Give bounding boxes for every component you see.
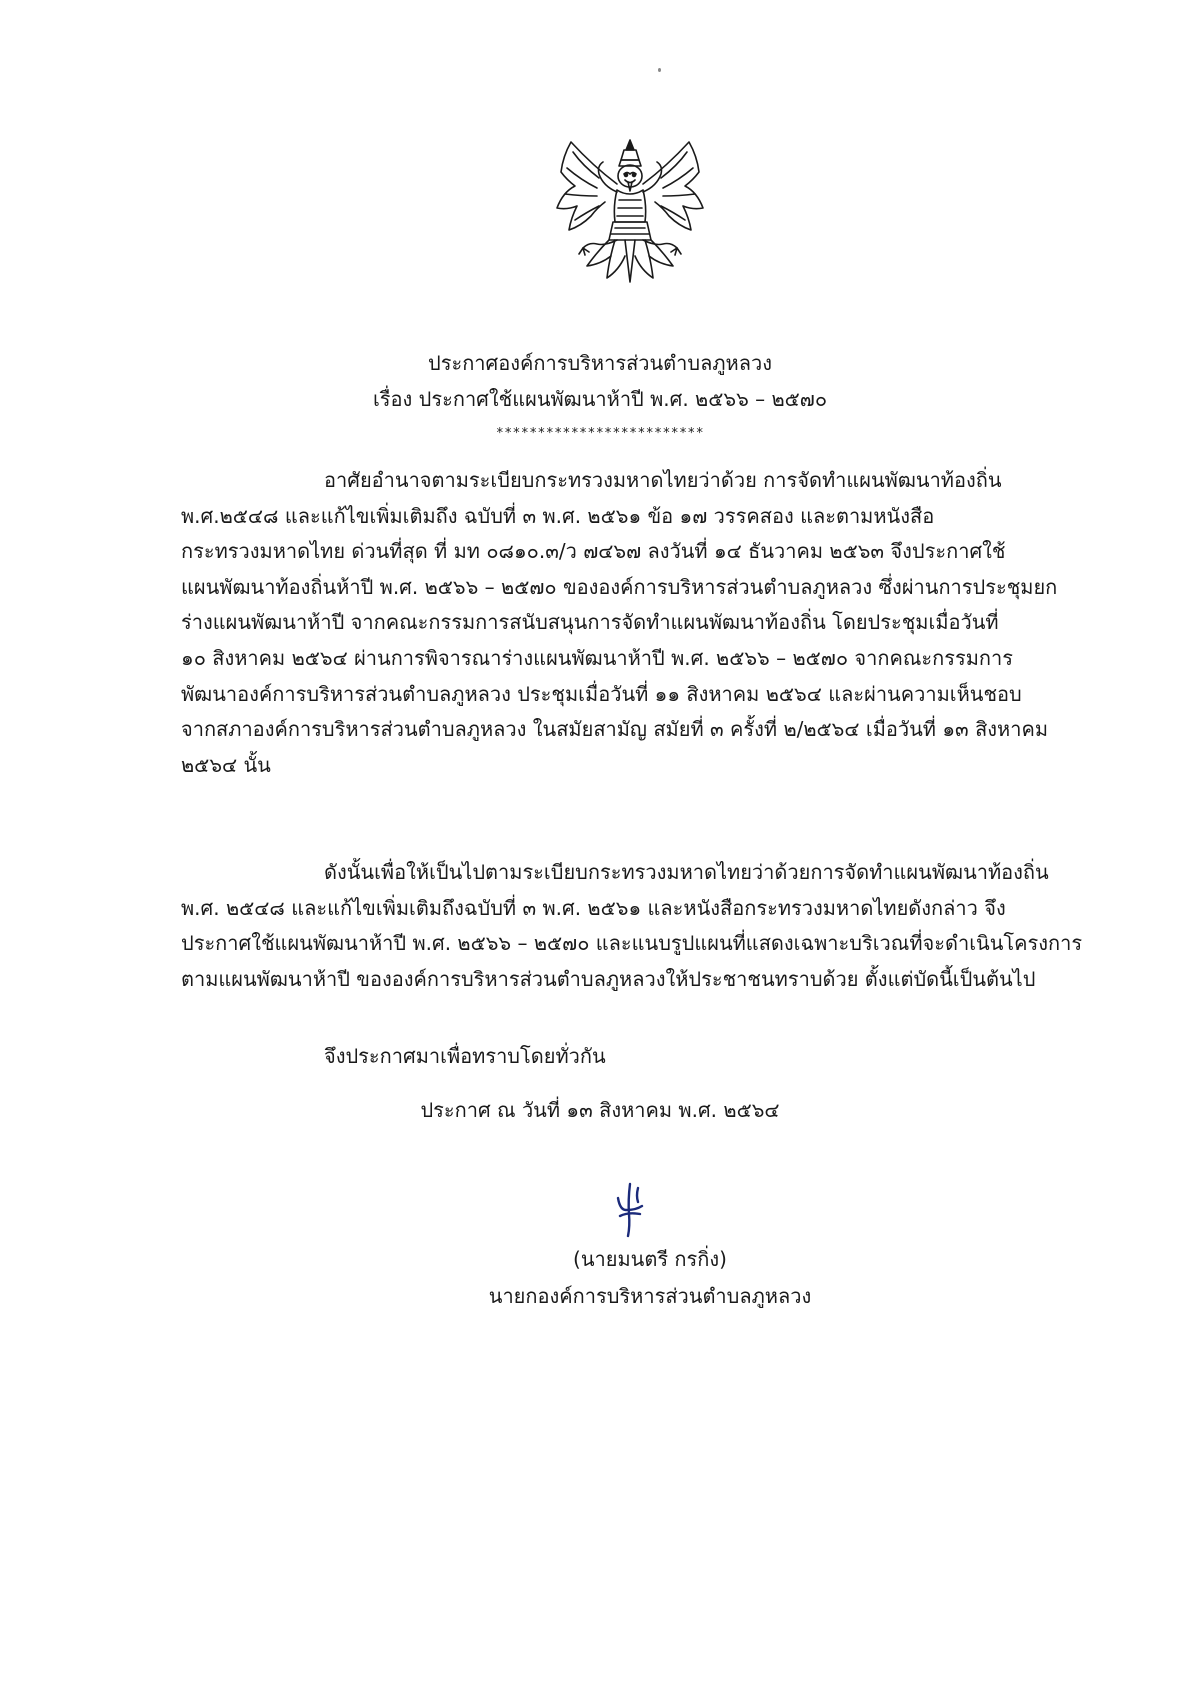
announcement-date: ประกาศ ณ วันที่ ๑๓ สิงหาคม พ.ศ. ๒๕๖๔ — [420, 1098, 780, 1122]
paragraph-line: ร่างแผนพัฒนาห้าปี จากคณะกรรมการสนับสนุนการจัดทำแผนพัฒนาท้องถิ่น โดยประชุมเมื่อวันที่ — [181, 610, 999, 635]
paragraph-line: อาศัยอำนาจตามระเบียบกระทรวงมหาดไทยว่าด้วย การจัดทำแผนพัฒนาท้องถิ่น — [324, 468, 1002, 492]
body-paragraph-3 — [181, 1039, 1099, 1075]
signature-mark — [606, 1180, 656, 1240]
paragraph-line: ดังนั้นเพื่อให้เป็นไปตามระเบียบกระทรวงมหาดไทยว่าด้วยการจัดทำแผนพัฒนาท้องถิ่น — [324, 860, 1049, 884]
paragraph-line: พ.ศ.๒๕๔๘ และแก้ไขเพิ่มเติมถึง ฉบับที่ ๓ พ.ศ. ๒๕๖๑ ข้อ ๑๗ วรรคสอง และตามหนังสือ — [181, 503, 935, 528]
paragraph-line: กระทรวงมหาดไทย ด่วนที่สุด ที่ มท ๐๘๑๐.๓/ว ๗๔๖๗ ลงวันที่ ๑๔ ธันวาคม ๒๕๖๓ จึงประกาศใช้ — [181, 539, 1006, 564]
scan-speck — [658, 68, 661, 72]
signatory-name: (นายมนตรี กรกิ่ง) — [573, 1247, 727, 1271]
paragraph-line: พัฒนาองค์การบริหารส่วนตำบลภูหลวง ประชุมเมื่อวันที่ ๑๑ สิงหาคม ๒๕๖๔ และผ่านความเห็นชอบ — [181, 681, 1022, 706]
paragraph-line: ตามแผนพัฒนาห้าปี ขององค์การบริหารส่วนตำบลภูหลวงให้ประชาชนทราบด้วย ตั้งแต่บัดนี้เป็นต้นไป — [181, 966, 1036, 991]
signatory-position: นายกองค์การบริหารส่วนตำบลภูหลวง — [488, 1284, 812, 1308]
paragraph-line: ๒๕๖๔ นั้น — [181, 752, 271, 777]
garuda-emblem — [553, 136, 708, 286]
document-title: ประกาศองค์การบริหารส่วนตำบลภูหลวง — [428, 351, 772, 375]
body-paragraph-1 — [181, 463, 1099, 783]
body-paragraph-2 — [181, 855, 1099, 997]
paragraph-line: พ.ศ. ๒๕๔๘ และแก้ไขเพิ่มเติมถึงฉบับที่ ๓ พ.ศ. ๒๕๖๑ และหนังสือกระทรวงมหาดไทยดังกล่าว จึง — [181, 895, 1006, 920]
paragraph-line: ประกาศใช้แผนพัฒนาห้าปี พ.ศ. ๒๕๖๖ – ๒๕๗๐ และแนบรูปแผนที่แสดงเฉพาะบริเวณที่จะดำเนินโครงการ — [181, 931, 1083, 956]
paragraph-line: ๑๐ สิงหาคม ๒๕๖๔ ผ่านการพิจารณาร่างแผนพัฒนาห้าปี พ.ศ. ๒๕๖๖ – ๒๕๗๐ จากคณะกรรมการ — [181, 645, 1013, 670]
paragraph-line: จากสภาองค์การบริหารส่วนตำบลภูหลวง ในสมัยสามัญ สมัยที่ ๓ ครั้งที่ ๒/๒๕๖๔ เมื่อวันที่ ๑๓ สิงหาคม — [181, 717, 1049, 742]
document-subject: เรื่อง ประกาศใช้แผนพัฒนาห้าปี พ.ศ. ๒๕๖๖ – ๒๕๗๐ — [372, 387, 828, 411]
paragraph-line: จึงประกาศมาเพื่อทราบโดยทั่วกัน — [324, 1044, 606, 1068]
title-separator: ************************* — [495, 426, 705, 441]
paragraph-line: แผนพัฒนาท้องถิ่นห้าปี พ.ศ. ๒๕๖๖ – ๒๕๗๐ ขององค์การบริหารส่วนตำบลภูหลวง ซึ่งผ่านการประชุมยก — [181, 574, 1058, 599]
